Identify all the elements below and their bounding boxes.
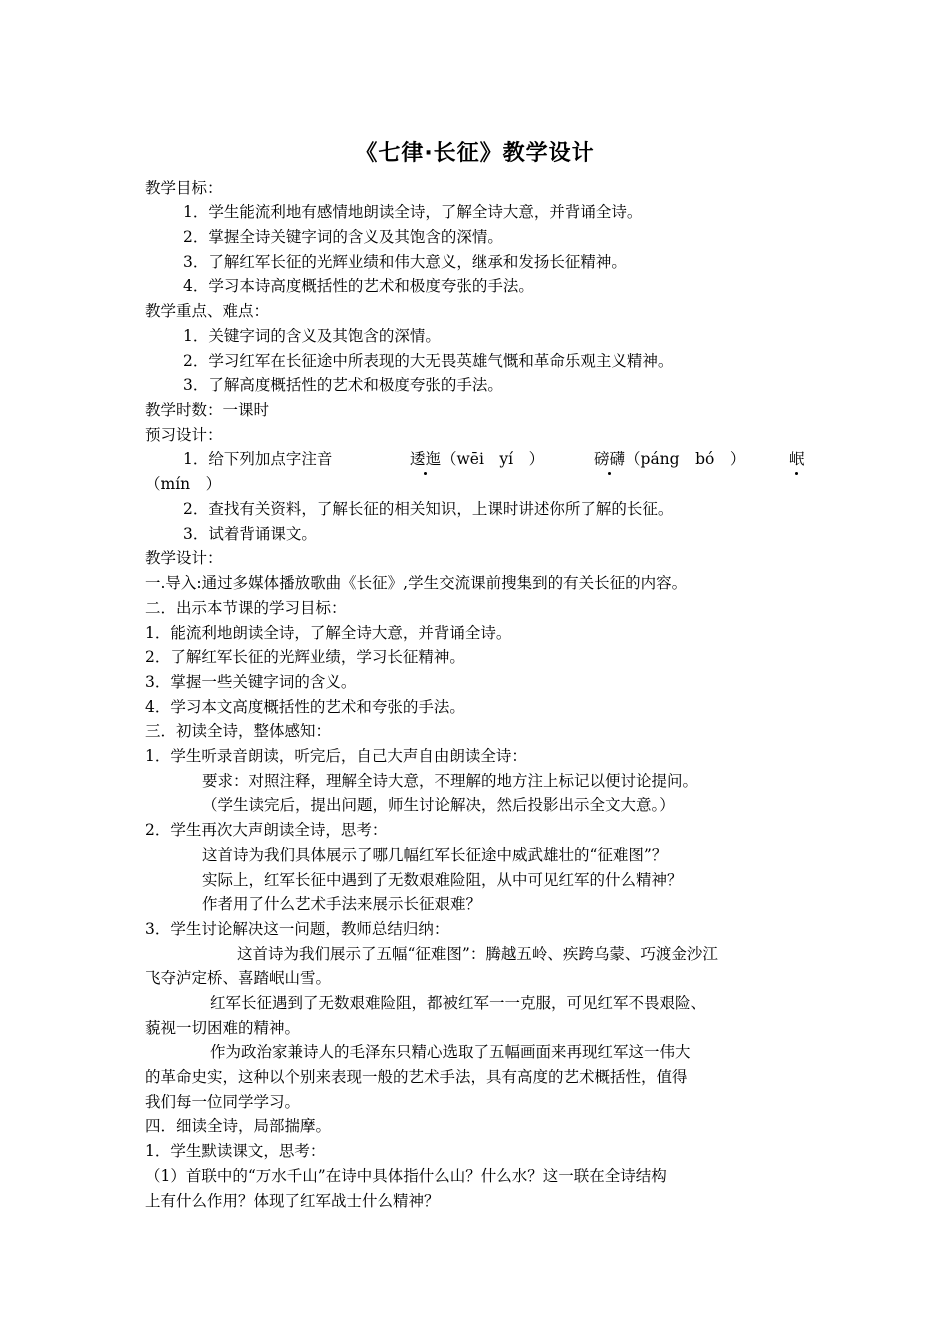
section-2-item: 3．掌握一些关键字词的含义。: [145, 673, 357, 691]
preview-item-1-prefix: 1．给下列加点字注音: [183, 450, 333, 468]
question-text: 这首诗为我们具体展示了哪几幅红军长征途中威武雄壮的“征难图”？: [202, 846, 668, 864]
question-text: （1）首联中的“万水千山”在诗中具体指什么山？什么水？这一联在全诗结构: [145, 1167, 667, 1185]
pinyin-word-1: [410, 447, 544, 471]
question-text: 上有什么作用？体现了红军战士什么精神？: [145, 1192, 440, 1210]
pinyin-word-2: [594, 447, 745, 471]
summary-paragraph: 飞夺泸定桥、喜踏岷山雪。: [145, 969, 332, 987]
goal-item: 1．学生能流利地有感情地朗读全诗，了解全诗大意，并背诵全诗。: [183, 203, 643, 221]
page-title: 《七律·长征》教学设计: [355, 141, 595, 166]
section-2-item: 2．了解红军长征的光辉业绩，学习长征精神。: [145, 648, 465, 666]
section-2-item: 4．学习本文高度概括性的艺术和夸张的手法。: [145, 698, 465, 716]
preview-heading: 预习设计：: [145, 426, 223, 444]
preview-item-2: 2．查找有关资料，了解长征的相关知识，上课时讲述你所了解的长征。: [183, 500, 674, 518]
section-2-item: 1．能流利地朗读全诗，了解全诗大意，并背诵全诗。: [145, 624, 512, 642]
goal-item: 4．学习本诗高度概括性的艺术和极度夸张的手法。: [183, 277, 534, 295]
section-4: 四．细读全诗，局部揣摩。: [145, 1117, 332, 1135]
pinyin-word-3: [789, 447, 805, 471]
dotted-word: 磅礴: [594, 447, 625, 471]
note-text: （学生读完后，提出问题，师生讨论解决，然后投影出示全文大意。）: [202, 796, 675, 814]
summary-paragraph: 的革命史实，这种以个别来表现一般的艺术手法，具有高度的艺术概括性，值得: [145, 1068, 688, 1086]
section-3-step-3: 3．学生讨论解决这一问题，教师总结归纳：: [145, 920, 450, 938]
teaching-hours: 教学时数：一课时: [145, 401, 270, 419]
key-point-item: 2．学习红军在长征途中所表现的大无畏英雄气慨和革命乐观主义精神。: [183, 352, 674, 370]
summary-paragraph: 作为政治家兼诗人的毛泽东只精心选取了五幅画面来再现红军这一伟大: [210, 1043, 691, 1061]
dotted-word: 岷: [789, 447, 805, 471]
goals-heading: 教学目标：: [145, 179, 223, 197]
goal-item: 2．掌握全诗关键字词的含义及其饱含的深情。: [183, 228, 503, 246]
section-4-step-1: 1．学生默读课文，思考：: [145, 1142, 326, 1160]
design-heading: 教学设计：: [145, 549, 223, 567]
section-2: 二．出示本节课的学习目标：: [145, 599, 347, 617]
goal-item: 3．了解红军长征的光辉业绩和伟大意义，继承和发扬长征精神。: [183, 253, 627, 271]
question-text: 作者用了什么艺术手法来展示长征艰难？: [202, 895, 482, 913]
question-text: 实际上，红军长征中遇到了无数艰难险阻，从中可见红军的什么精神？: [202, 871, 683, 889]
pinyin-text: （wēi yí ）: [441, 450, 545, 468]
section-1: 一.导入:通过多媒体播放歌曲《长征》,学生交流课前搜集到的有关长征的内容。: [145, 574, 688, 592]
section-3-step-2: 2．学生再次大声朗读全诗，思考：: [145, 821, 388, 839]
section-3-step-1: 1．学生听录音朗读，听完后，自己大声自由朗读全诗：: [145, 747, 527, 765]
summary-paragraph: 这首诗为我们展示了五幅“征难图”：腾越五岭、疾跨乌蒙、巧渡金沙江: [237, 945, 718, 963]
pinyin-text: （páng bó ）: [625, 450, 746, 468]
preview-item-3: 3．试着背诵课文。: [183, 525, 317, 543]
dotted-word: 逶迤: [410, 447, 441, 471]
summary-paragraph: 红军长征遇到了无数艰难险阻，都被红军一一克服，可见红军不畏艰险、: [210, 994, 707, 1012]
requirement-text: 要求：对照注释，理解全诗大意，不理解的地方注上标记以便讨论提问。: [202, 772, 699, 790]
pinyin-text: （mín ）: [145, 475, 222, 493]
key-point-item: 1．关键字词的含义及其饱含的深情。: [183, 327, 441, 345]
key-point-item: 3．了解高度概括性的艺术和极度夸张的手法。: [183, 376, 503, 394]
summary-paragraph: 藐视一切困难的精神。: [145, 1019, 301, 1037]
summary-paragraph: 我们每一位同学学习。: [145, 1093, 301, 1111]
section-3: 三．初读全诗，整体感知：: [145, 722, 332, 740]
key-points-heading: 教学重点、难点：: [145, 302, 270, 320]
